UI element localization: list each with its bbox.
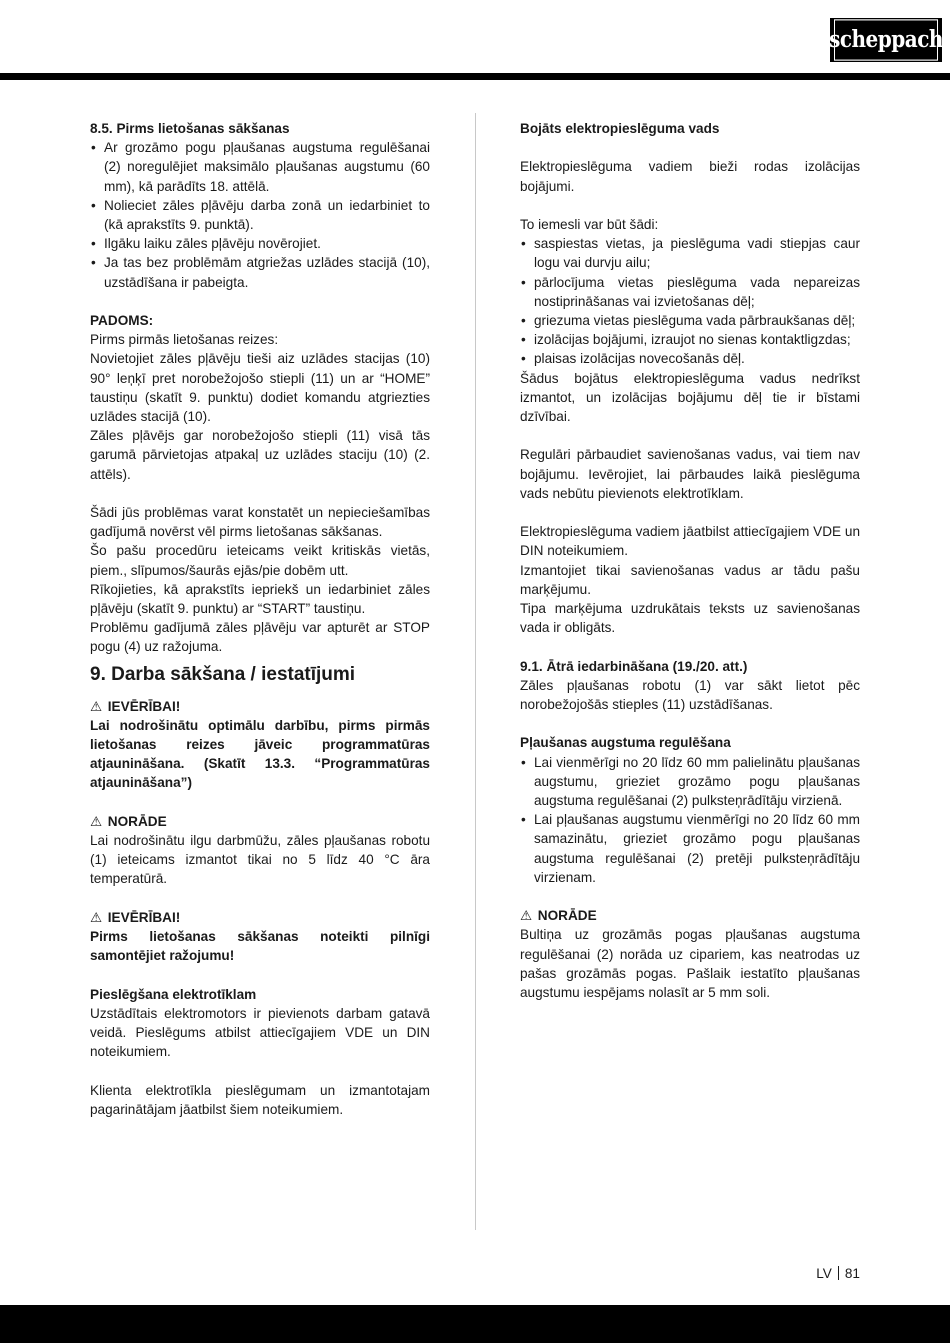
list-item: • Ja tas bez problēmām atgriežas uzlādes stacijā (10), uzstādīšana ir pabeigta. <box>90 253 430 291</box>
list-item: • Nolieciet zāles pļāvēju darba zonā un iedarbiniet to (kā aprakstīts 9. punktā). <box>90 196 430 234</box>
note-title: ⚠ NORĀDE <box>520 906 860 925</box>
height-list <box>520 753 860 887</box>
warning-text: Lai nodrošinātu optimālu darbību, pirms pirmās lietošanas reizes jāveic programmatūras atjaunināšana. (Skatīt 13.3. “Programmatūras atjaunināšana”) <box>90 717 430 791</box>
warning-icon: ⚠ <box>90 698 103 714</box>
body-paragraph: Šādus bojātus elektropieslēguma vadus nedrīkst izmantot, un izolācijas bojājumu dēļ tie ir bīstami dzīvībai. <box>520 370 860 425</box>
cable-heading: Bojāts elektropieslēguma vads <box>520 121 720 136</box>
tip-paragraph: Pirms pirmās lietošanas reizes: <box>90 332 279 348</box>
body-paragraph: To iemesli var būt šādi: <box>520 216 659 232</box>
header-rule <box>0 73 950 80</box>
tip-paragraph: Zāles pļāvējs gar norobežojošo stiepli (11) visā tās garumā pārvietojas atpakaļ uz uzlādes staciju (10) (2. attēls). <box>90 428 430 482</box>
column-divider <box>475 113 476 1230</box>
body-paragraph: Klienta elektrotīkla pieslēgumam un izmantotajam pagarinātājam jāatbilst šiem noteikumiem. <box>90 1082 430 1117</box>
section-8-5-list <box>90 138 430 292</box>
note-text: Bultiņa uz grozāmās pogas pļaušanas augstuma regulēšanai (2) norāda uz cipariem, kas neatrodas uz pašas grozāmās pogas. Pašlaik iestatīto pļaušanas augstumu iespējams nolasīt ar 5 mm soli. <box>520 927 860 1001</box>
brand-logo <box>830 18 942 62</box>
warning-title: ⚠ IEVĒRĪBAI! <box>90 908 430 927</box>
body-paragraph: Rīkojieties, kā aprakstīts iepriekš un iedarbiniet zāles pļāvēju (skatīt 9. punktu) ar “START” taustiņu. <box>90 581 430 617</box>
list-item: • Ar grozāmo pogu pļaušanas augstuma regulēšanai (2) noregulējiet maksimālo pļaušanas augstumu (60 mm), kā parādīts 18. attēlā. <box>90 138 430 196</box>
section-9-heading: 9. Darba sākšana / iestatījumi <box>90 663 356 685</box>
cable-causes-list <box>520 234 860 368</box>
power-heading: Pieslēgšana elektrotīklam <box>90 986 257 1002</box>
list-item: • Lai pļaušanas augstumu vienmērīgi no 20 līdz 60 mm samazinātu, grieziet grozāmo pogu pļaušanas augstuma regulēšanai (2) pretēji pulksteņrādītāju virzienam. <box>520 810 860 887</box>
tip-heading: PADOMS: <box>90 313 154 329</box>
warning-icon: ⚠ <box>90 909 103 925</box>
body-paragraph: Šo pašu procedūru ieteicams veikt kritiskās vietās, piem., slīpumos/šaurās ejās/pie dobēm utt. <box>90 543 430 578</box>
footer-lang: LV <box>816 1266 832 1281</box>
page-number <box>816 1264 860 1283</box>
note-text: Lai nodrošinātu ilgu darbmūžu, zāles pļaušanas robotu (1) ieteicams izmantot tikai no 5 līdz 40 °C āra temperatūrā. <box>90 833 430 887</box>
list-item: • plaisas izolācijas novecošanās dēļ. <box>520 349 860 368</box>
body-paragraph: Uzstādītais elektromotors ir pievienots darbam gatavā veidā. Pieslēgums atbilst attiecīgajiem VDE un DIN noteikumiem. <box>90 1005 430 1060</box>
list-item: • izolācijas bojājumi, izraujot no sienas kontaktligzdas; <box>520 330 860 349</box>
right-column <box>520 119 860 1002</box>
footer-bar <box>0 1305 950 1343</box>
footer-page: 81 <box>844 1266 860 1281</box>
body-paragraph: Šādi jūs problēmas varat konstatēt un nepieciešamības gadījumā novērst vēl pirms lietošanas sākšanas. <box>90 505 430 540</box>
warning-title: ⚠ IEVĒRĪBAI! <box>90 697 430 716</box>
body-paragraph: Problēmu gadījumā zāles pļāvēju var apturēt ar STOP pogu (4) uz ražojuma. <box>90 620 430 655</box>
brand-logo-text: scheppach <box>834 19 938 60</box>
note-title: ⚠ NORĀDE <box>90 812 430 831</box>
list-item: • griezuma vietas pieslēguma vada pārbraukšanas dēļ; <box>520 311 860 330</box>
list-item: • Lai vienmērīgi no 20 līdz 60 mm palielinātu pļaušanas augstumu, grieziet grozāmo pogu pļaušanas augstuma regulēšanai (2) pulksteņrādītāju virzienā. <box>520 753 860 811</box>
list-item: • pārlocījuma vietas pieslēguma vada nepareizas nostiprināšanas vai izvietošanas dēļ; <box>520 273 860 311</box>
body-paragraph: Elektropieslēguma vadiem jāatbilst attiecīgajiem VDE un DIN noteikumiem. <box>520 524 861 559</box>
tip-paragraph: Novietojiet zāles pļāvēju tieši aiz uzlādes stacijas (10) 90° leņķī pret norobežojošo stiepli (11) un ar “HOME” taustiņu (skatīt 9. punktu) dodiet komandu atgriezties uzlādes stacijā (10). <box>90 351 430 425</box>
left-column <box>90 119 430 1119</box>
list-item: • Ilgāku laiku zāles pļāvēju novērojiet. <box>90 234 430 253</box>
warning-icon: ⚠ <box>520 908 533 924</box>
body-paragraph: Zāles pļaušanas robotu (1) var sākt lietot pēc norobežojošās stieples (11) uzstādīšanas. <box>520 677 860 713</box>
warning-icon: ⚠ <box>90 813 103 829</box>
section-9-1-heading: 9.1. Ātrā iedarbināšana (19./20. att.) <box>520 658 748 674</box>
body-paragraph: Tipa marķējuma uzdrukātais teksts uz savienošanas vada ir obligāts. <box>520 601 860 636</box>
body-paragraph: Regulāri pārbaudiet savienošanas vadus, vai tiem nav bojājumu. Ievērojiet, lai pārbaudes laikā pieslēguma vads nebūtu pievienots elektrotīklam. <box>520 447 860 501</box>
list-item: • saspiestas vietas, ja pieslēguma vadi stiepjas caur logu vai durvju ailu; <box>520 234 860 272</box>
height-heading: Pļaušanas augstuma regulēšana <box>520 735 731 751</box>
warning-text: Pirms lietošanas sākšanas noteikti pilnīgi samontējiet ražojumu! <box>90 929 430 964</box>
section-8-5-heading: 8.5. Pirms lietošanas sākšanas <box>90 121 290 136</box>
body-paragraph: Izmantojiet tikai savienošanas vadus ar tādu pašu marķējumu. <box>520 562 860 597</box>
body-paragraph: Elektropieslēguma vadiem bieži rodas izolācijas bojājumi. <box>520 159 860 194</box>
